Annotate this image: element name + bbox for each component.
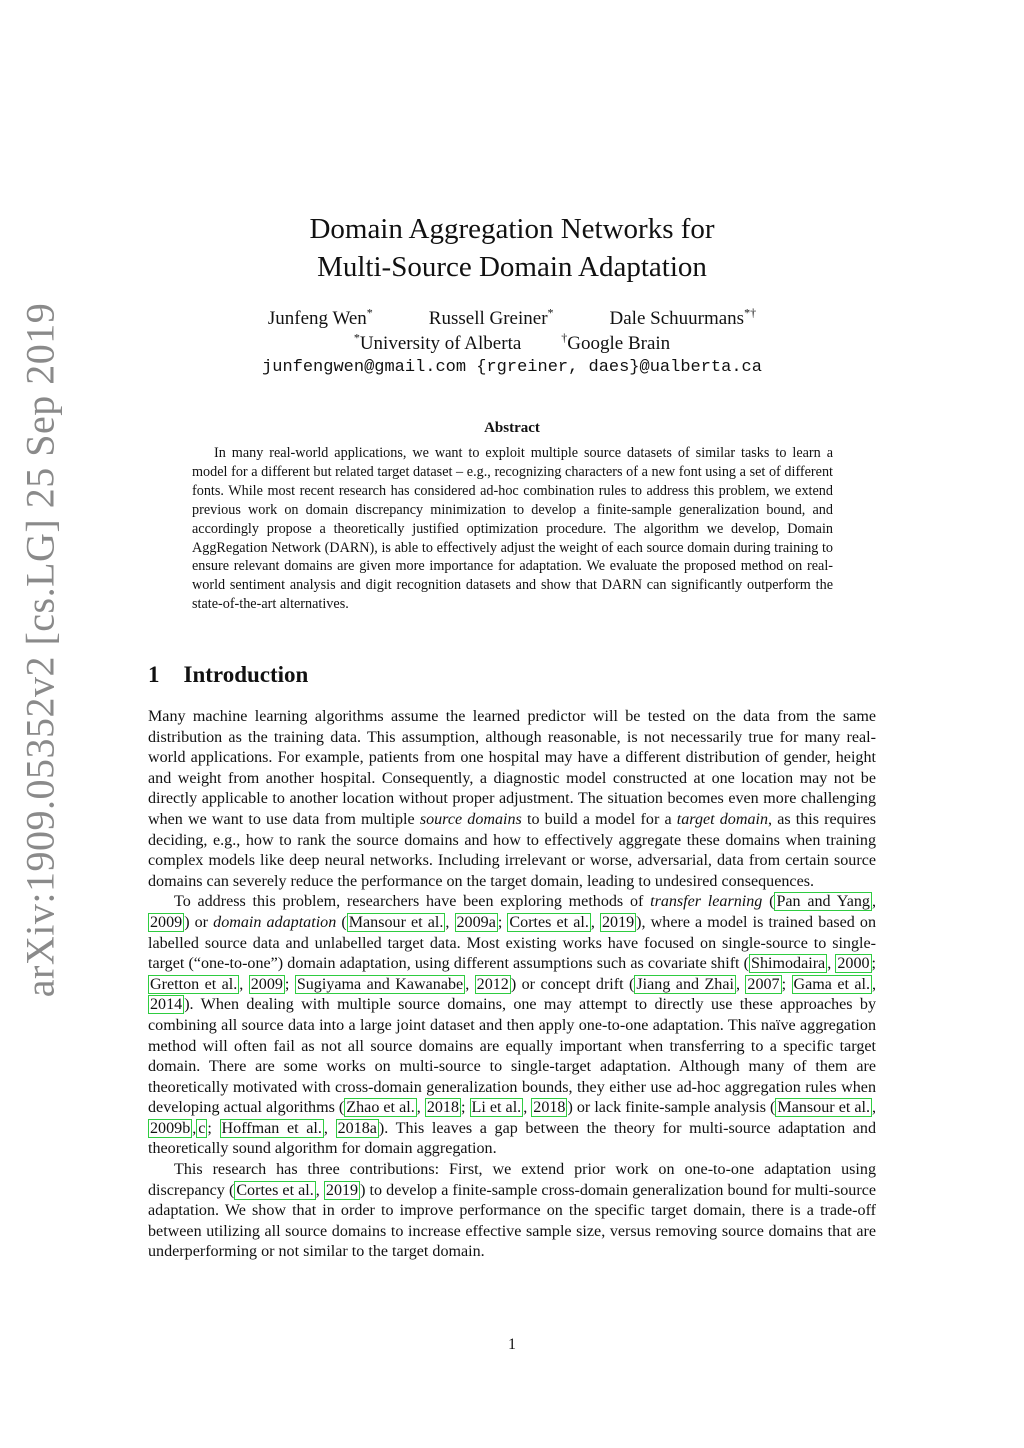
title-line-2: Multi-Source Domain Adaptation [317,251,707,283]
citation-link[interactable]: 2009 [250,975,283,993]
page-number: 1 [508,1336,516,1353]
citation-link[interactable]: 2009a [456,913,496,931]
paper-title [148,210,876,286]
paragraph-3: This research has three contributions: First, we extend prior work on one-to-one adaptation using discrepancy ( Cortes et al. , 2019 ) to develop a finite-sample cross-domain generalization bound for multi-source adaptation. We show that in order to improve performance on the specific target domain, there is a trade-off between utilizing all source domains to increase effective sample size, versus removing source domains that are underperforming or not similar to the target domain. [148,1161,876,1261]
author-emails: junfengwen@gmail.com {rgreiner, daes}@ualberta.ca [262,358,762,377]
citation-link[interactable]: Hoffman et al. [221,1119,322,1137]
citation-link[interactable]: Zhao et al. [346,1099,415,1117]
citation-link[interactable]: Mansour et al. [777,1099,870,1117]
introduction-body [148,707,876,1263]
citation-link[interactable]: Gama et al. [793,975,871,993]
citation-link[interactable]: 2009b [150,1119,191,1137]
citation-link[interactable]: 2000 [837,955,870,973]
paragraph-1: Many machine learning algorithms assume the learned predictor will be tested on the data from the same distribution as the training data. This assumption, although reasonable, is not necessarily true for many real-world applications. For example, patients from one hospital may have a different distribution of gender, height and weight from another hospital. Consequently, a diagnostic model constructed at one location may not be directly applicable to another location without proper adjustment. The situation becomes even more challenging when we want to use data from multiple source domains to build a model for a target domain, as this requires deciding, e.g., how to rank the source domains and how to effectively aggregate these domains when training complex models like deep neural networks. Including irrelevant or worse, adversarial, data from certain source domains can severely reduce the performance on the target domain, leading to undesired consequences. [148,708,877,890]
citation-link[interactable]: 2007 [747,975,780,993]
citation-link[interactable]: Gretton et al. [150,975,238,993]
paragraph-2: To address this problem, researchers have been exploring methods of transfer learning ( Pan and Yang , 2009 ) or domain adaptation ( Mansour et al. , 2009a ; Cortes et al. , 2019 ), where a model is trained based on labelled source data and unlabelled target data. Most existing works have focused on single-source to single-target (“one-to-one”) domain adaptation, using different assumptions such as covariate shift ( Shimodaira , 2000 ; Gretton et al. , 2009 ; Sugiyama and Kawanabe , 2012 ) or concept drift ( Jiang and Zhai , 2007 ; Gama et al. , 2014 ). When dealing with multiple source domains, one may attempt to directly use these approaches by combining all source data into a large joint dataset and then apply one-to-one adaptation. This naïve aggregation method will often fail as not all source domains are equally important when transferring to a specific target domain. There are some works on multi-source to single-target adaptation. Although many of them are theoretically motivated with cross-domain generalization bounds, they either use ad-hoc aggregation rules when developing actual algorithms ( Zhao et al. , 2018 ; Li et al. , 2018 ) or lack finite-sample analysis ( Mansour et al. , 2009b , c ; Hoffman et al. , 2018a ). This leaves a gap between the theory for multi-source adaptation and theoretically sound algorithm for domain aggregation. [148,893,877,1158]
arxiv-id: arXiv:1909.05352v2 [cs.LG] 25 Sep 2019 [17,302,63,998]
author: Junfeng Wen* [267,305,373,329]
section-title: Introduction [183,662,309,687]
title-line-1: Domain Aggregation Networks for [309,213,715,245]
citation-link[interactable]: Mansour et al. [348,913,444,931]
affiliation: †Google Brain [561,330,671,354]
author: Russell Greiner* [428,305,554,329]
author: Dale Schuurmans*† [609,305,757,329]
citation-link[interactable]: 2018 [533,1099,566,1117]
citation-link[interactable]: 2018 [426,1099,459,1117]
affiliation: *University of Alberta [353,330,522,354]
arxiv-identifier-stamp [18,240,62,1060]
citation-link[interactable]: 2018a [337,1119,377,1137]
section-heading [148,662,308,688]
citation-link[interactable]: c [198,1119,206,1137]
citation-link[interactable]: Jiang and Zhai [636,975,734,993]
citation-link[interactable]: 2019 [325,1181,359,1199]
citation-link[interactable]: Cortes et al. [509,913,589,931]
section-number: 1 [148,662,160,687]
citation-link[interactable]: Sugiyama and Kawanabe [296,975,464,993]
citation-link[interactable]: 2014 [150,996,183,1014]
citation-link[interactable]: 2009 [150,913,183,931]
author-block [148,306,876,380]
author-names [148,306,876,332]
citation-link[interactable]: Shimodaira [751,955,826,973]
citation-link[interactable]: 2019 [601,913,635,931]
abstract-heading: Abstract [484,420,540,436]
affiliations [148,332,876,356]
citation-link[interactable]: 2012 [476,975,509,993]
abstract-body [192,444,833,614]
citation-link[interactable]: Pan and Yang [776,893,870,911]
citation-link[interactable]: Cortes et al. [236,1181,314,1199]
abstract-text: In many real-world applications, we want to exploit multiple source datasets of similar tasks to learn a model for a different but related target dataset – e.g., recognizing characters of a new font using a set of different fonts. While most recent research has considered ad-hoc combination rules to address this problem, we extend previous work on domain discrepancy minimization to develop a finite-sample generalization bound, and accordingly propose a theoretically justified optimization procedure. The algorithm we develop, Domain AggRegation Network (DARN), is able to effectively adjust the weight of each source domain during training to ensure relevant domains are given more importance for adaptation. We evaluate the proposed method on real-world sentiment analysis and digit recognition datasets and show that DARN can significantly outperform the state-of-the-art alternatives. [192,445,833,613]
citation-link[interactable]: Li et al. [471,1099,522,1117]
